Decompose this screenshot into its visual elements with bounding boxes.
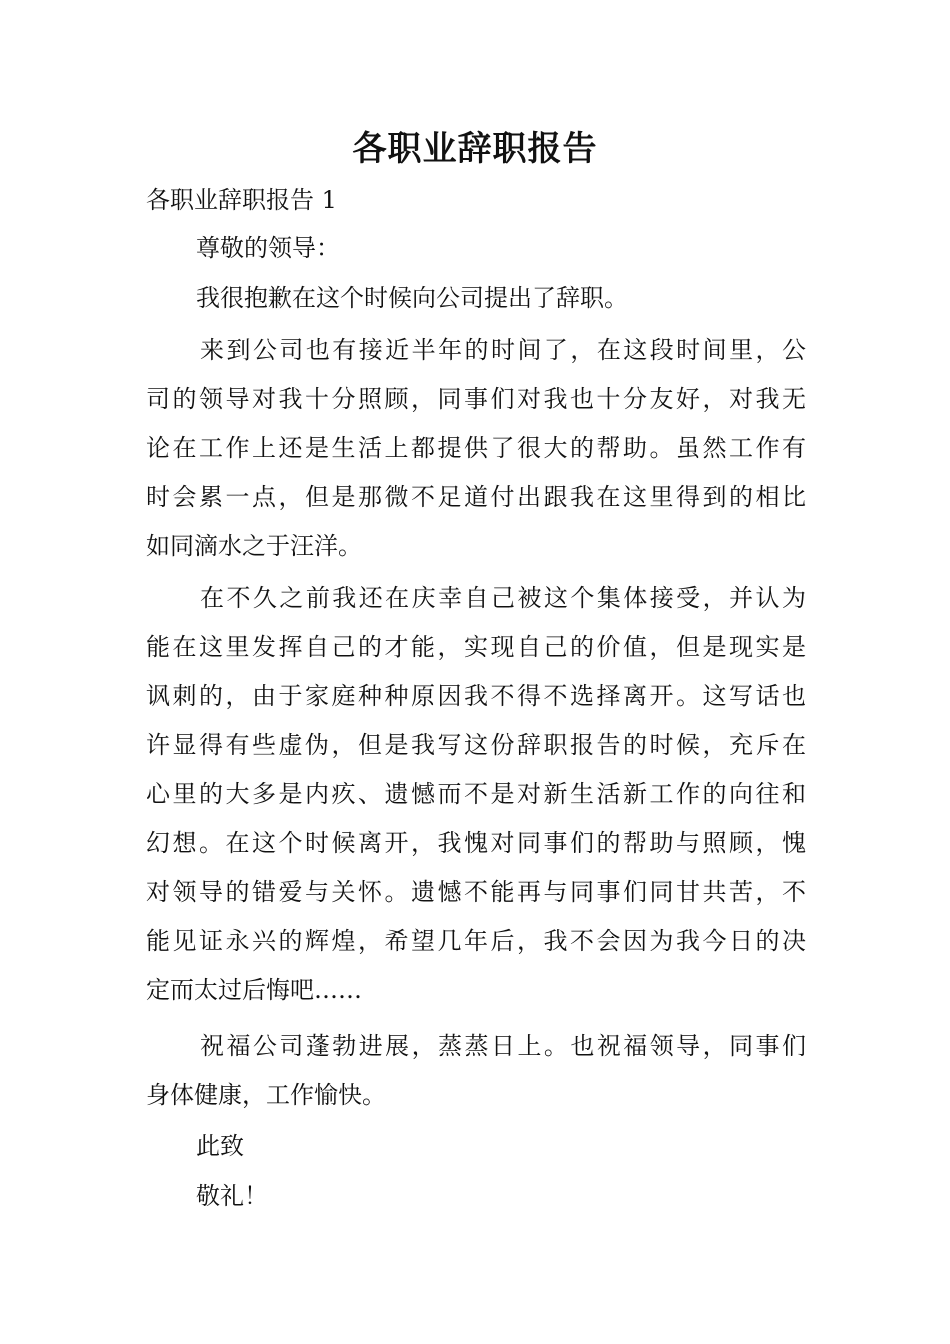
paragraph-2-line: 如同滴水之于汪洋。 (146, 532, 362, 560)
paragraph-1: 我很抱歉在这个时候向公司提出了辞职。 (196, 284, 628, 312)
document-title: 各职业辞职报告 (352, 129, 598, 169)
section-heading: 各职业辞职报告 1 (146, 186, 337, 214)
paragraph-3-line: 幻想。在这个时候离开，我愧对同事们的帮助与照顾，愧 (146, 829, 806, 857)
paragraph-2-line: 论在工作上还是生活上都提供了很大的帮助。虽然工作有 (146, 434, 806, 462)
paragraph-3-line: 能见证永兴的辉煌，希望几年后，我不会因为我今日的决 (146, 927, 806, 955)
salutation: 尊敬的领导： (196, 234, 340, 262)
paragraph-2-line: 时会累一点，但是那微不足道付出跟我在这里得到的相比 (146, 483, 806, 511)
paragraph-3-line: 在不久之前我还在庆幸自己被这个集体接受，并认为 (200, 584, 806, 612)
paragraph-3-line: 许显得有些虚伪，但是我写这份辞职报告的时候，充斥在 (146, 731, 806, 759)
paragraph-2-line: 司的领导对我十分照顾，同事们对我也十分友好，对我无 (146, 385, 806, 413)
closing-jing-li: 敬礼！ (196, 1182, 268, 1210)
paragraph-3-line: 定而太过后悔吧…… (146, 976, 362, 1004)
paragraph-3-line: 讽刺的，由于家庭种种原因我不得不选择离开。这写话也 (146, 682, 806, 710)
closing-ci-zhi: 此致 (196, 1132, 244, 1160)
paragraph-4-line: 祝福公司蓬勃进展，蒸蒸日上。也祝福领导，同事们 (200, 1032, 806, 1060)
paragraph-3-line: 对领导的错爱与关怀。遗憾不能再与同事们同甘共苦，不 (146, 878, 806, 906)
paragraph-2-line: 来到公司也有接近半年的时间了，在这段时间里，公 (200, 336, 806, 364)
paragraph-3-line: 心里的大多是内疚、遗憾而不是对新生活新工作的向往和 (146, 780, 806, 808)
paragraph-4-line: 身体健康，工作愉快。 (146, 1081, 386, 1109)
paragraph-3-line: 能在这里发挥自己的才能，实现自己的价值，但是现实是 (146, 633, 806, 661)
